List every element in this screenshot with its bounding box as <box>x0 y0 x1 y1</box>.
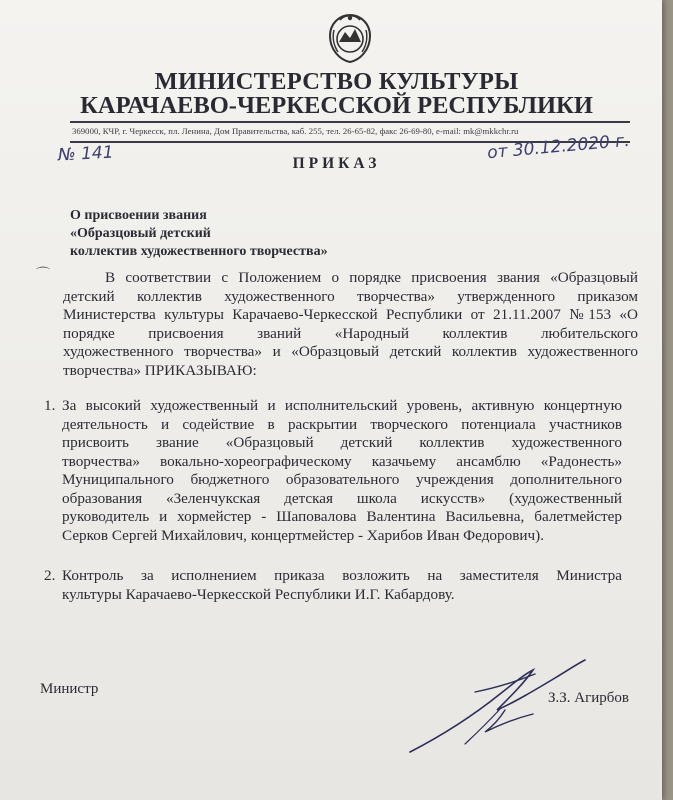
item-line: Муниципального бюджетного образовательного учреждения дополнительного <box>62 471 622 488</box>
item-line: культуры Карачаево-Черкесской Республики И.Г. Кабардову. <box>62 585 455 603</box>
ministry-name-line1: МИНИСТЕРСТВО КУЛЬТУРЫ <box>154 68 519 95</box>
preamble-line: порядке присвоения званий «Народный коллектив любительского <box>63 324 638 342</box>
signatory-position: Министр <box>40 681 99 697</box>
item-line: творчества» вокально-хореографическому казачьему ансамблю «Радонесть» <box>62 452 622 470</box>
order-item-1 <box>44 397 622 545</box>
preamble-line: художественного творчества» и «Образцовый детский коллектив художественного <box>63 343 638 360</box>
order-item-2 <box>44 567 622 604</box>
item-number: 2. <box>44 567 56 584</box>
order-subject <box>70 207 328 261</box>
handwritten-order-number: № 141 <box>57 142 115 166</box>
item-line: присвоить звание «Образцовый детский коллектив художественного <box>62 434 622 451</box>
margin-mark: ⌒ <box>36 268 50 283</box>
item-line: деятельность и содействие в раскрытии творческого потенциала участников <box>62 415 622 433</box>
preamble-line: творчества» ПРИКАЗЫВАЮ: <box>63 361 257 379</box>
item-line: Контроль за исполнением приказа возложить на заместителя Министра <box>62 567 622 584</box>
ministry-name-line2: КАРАЧАЕВО-ЧЕРКЕССКОЙ РЕСПУБЛИКИ <box>80 92 593 119</box>
ministry-address: 369000, КЧР, г. Черкесск, пл. Ленина, Дом Правительства, каб. 255, тел. 26-65-82, факс 26-69-80, e-mail: mk@mkkchr.ru <box>72 126 519 136</box>
subject-line: «Образцовый детский <box>70 226 211 241</box>
republic-coat-of-arms-icon <box>326 12 374 64</box>
item-line: руководитель и хормейстер - Шаповалова Валентина Васильевна, балетмейстер <box>62 508 622 525</box>
header-rule-top <box>70 121 630 123</box>
order-preamble <box>63 269 638 380</box>
item-line: За высокий художественный и исполнительский уровень, активную концертную <box>62 397 622 414</box>
preamble-line: детский коллектив художественного творчества» утвержденного приказом <box>63 287 638 305</box>
preamble-line: Министерства культуры Карачаево-Черкесской Республики от 21.11.2007 №153 «О <box>63 306 638 323</box>
item-line: Серков Сергей Михайлович, концертмейстер - Харибов Иван Федорович). <box>62 526 544 544</box>
subject-line: коллектив художественного творчества» <box>70 244 328 259</box>
item-number: 1. <box>44 397 56 414</box>
handwritten-order-date: от 30.12.2020 г. <box>486 130 631 164</box>
preamble-line: В соответствии с Положением о порядке присвоения звания «Образцовый <box>105 269 638 286</box>
signatory-name: З.З. Агирбов <box>548 690 630 706</box>
item-line: образования «Зеленчукская детская школа искусств» (художественный <box>62 489 622 507</box>
subject-line: О присвоении звания <box>70 208 207 223</box>
order-title: ПРИКАЗ <box>292 155 381 172</box>
